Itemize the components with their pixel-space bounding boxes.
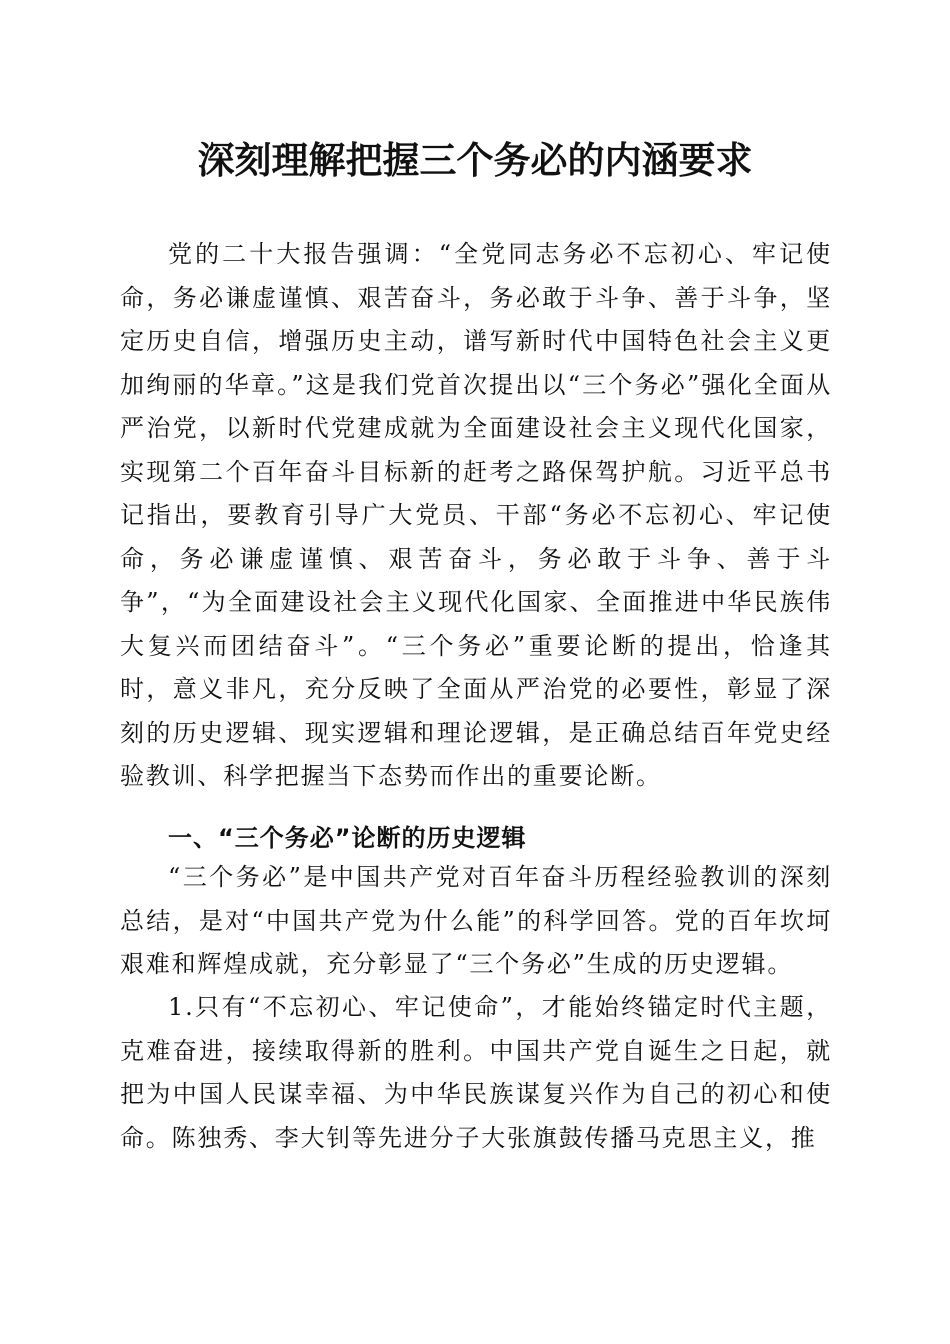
intro-paragraph: 党的二十大报告强调：“全党同志务必不忘初心、牢记使命，务必谦虚谨慎、艰苦奋斗，务必敢于斗争、善于斗争，坚定历史自信，增强历史主动，谱写新时代中国特色社会主义更加绚丽的华章。”这是我们党首次提出以“三个务必”强化全面从严治党，以新时代党建成就为全面建设社会主义现代化国家，实现第二个百年奋斗目标新的赶考之路保驾护航。习近平总书记指出，要教育引导广大党员、干部“务必不忘初心、牢记使命，务必谦虚谨慎、艰苦奋斗，务必敢于斗争、善于斗争”，“为全面建设社会主义现代化国家、全面推进中华民族伟大复兴而团结奋斗”。“三个务必”重要论断的提出，恰逢其时，意义非凡，充分反映了全面从严治党的必要性，彰显了深刻的历史逻辑、现实逻辑和理论逻辑，是正确总结百年党史经验教训、科学把握当下态势而作出的重要论断。 (120, 240, 832, 790)
point-1-paragraph: 1.只有“不忘初心、牢记使命”，才能始终锚定时代主题，克难奋进，接续取得新的胜利。中国共产党自诞生之日起，就把为中国人民谋幸福、为中华民族谋复兴作为自己的初心和使命。陈独秀、李大钊等先进分子大张旗鼓传播马克思主义，推 (120, 993, 832, 1152)
section-intro-paragraph: “三个务必”是中国共产党对百年奋斗历程经验教训的深刻总结，是对“中国共产党为什么能”的科学回答。党的百年坎坷艰难和辉煌成就，充分彰显了“三个务必”生成的历史逻辑。 (120, 863, 832, 978)
section-heading-historical-logic: 一、“三个务必”论断的历史逻辑 (168, 824, 527, 852)
document-title: 深刻理解把握三个务必的内涵要求 (197, 138, 753, 182)
